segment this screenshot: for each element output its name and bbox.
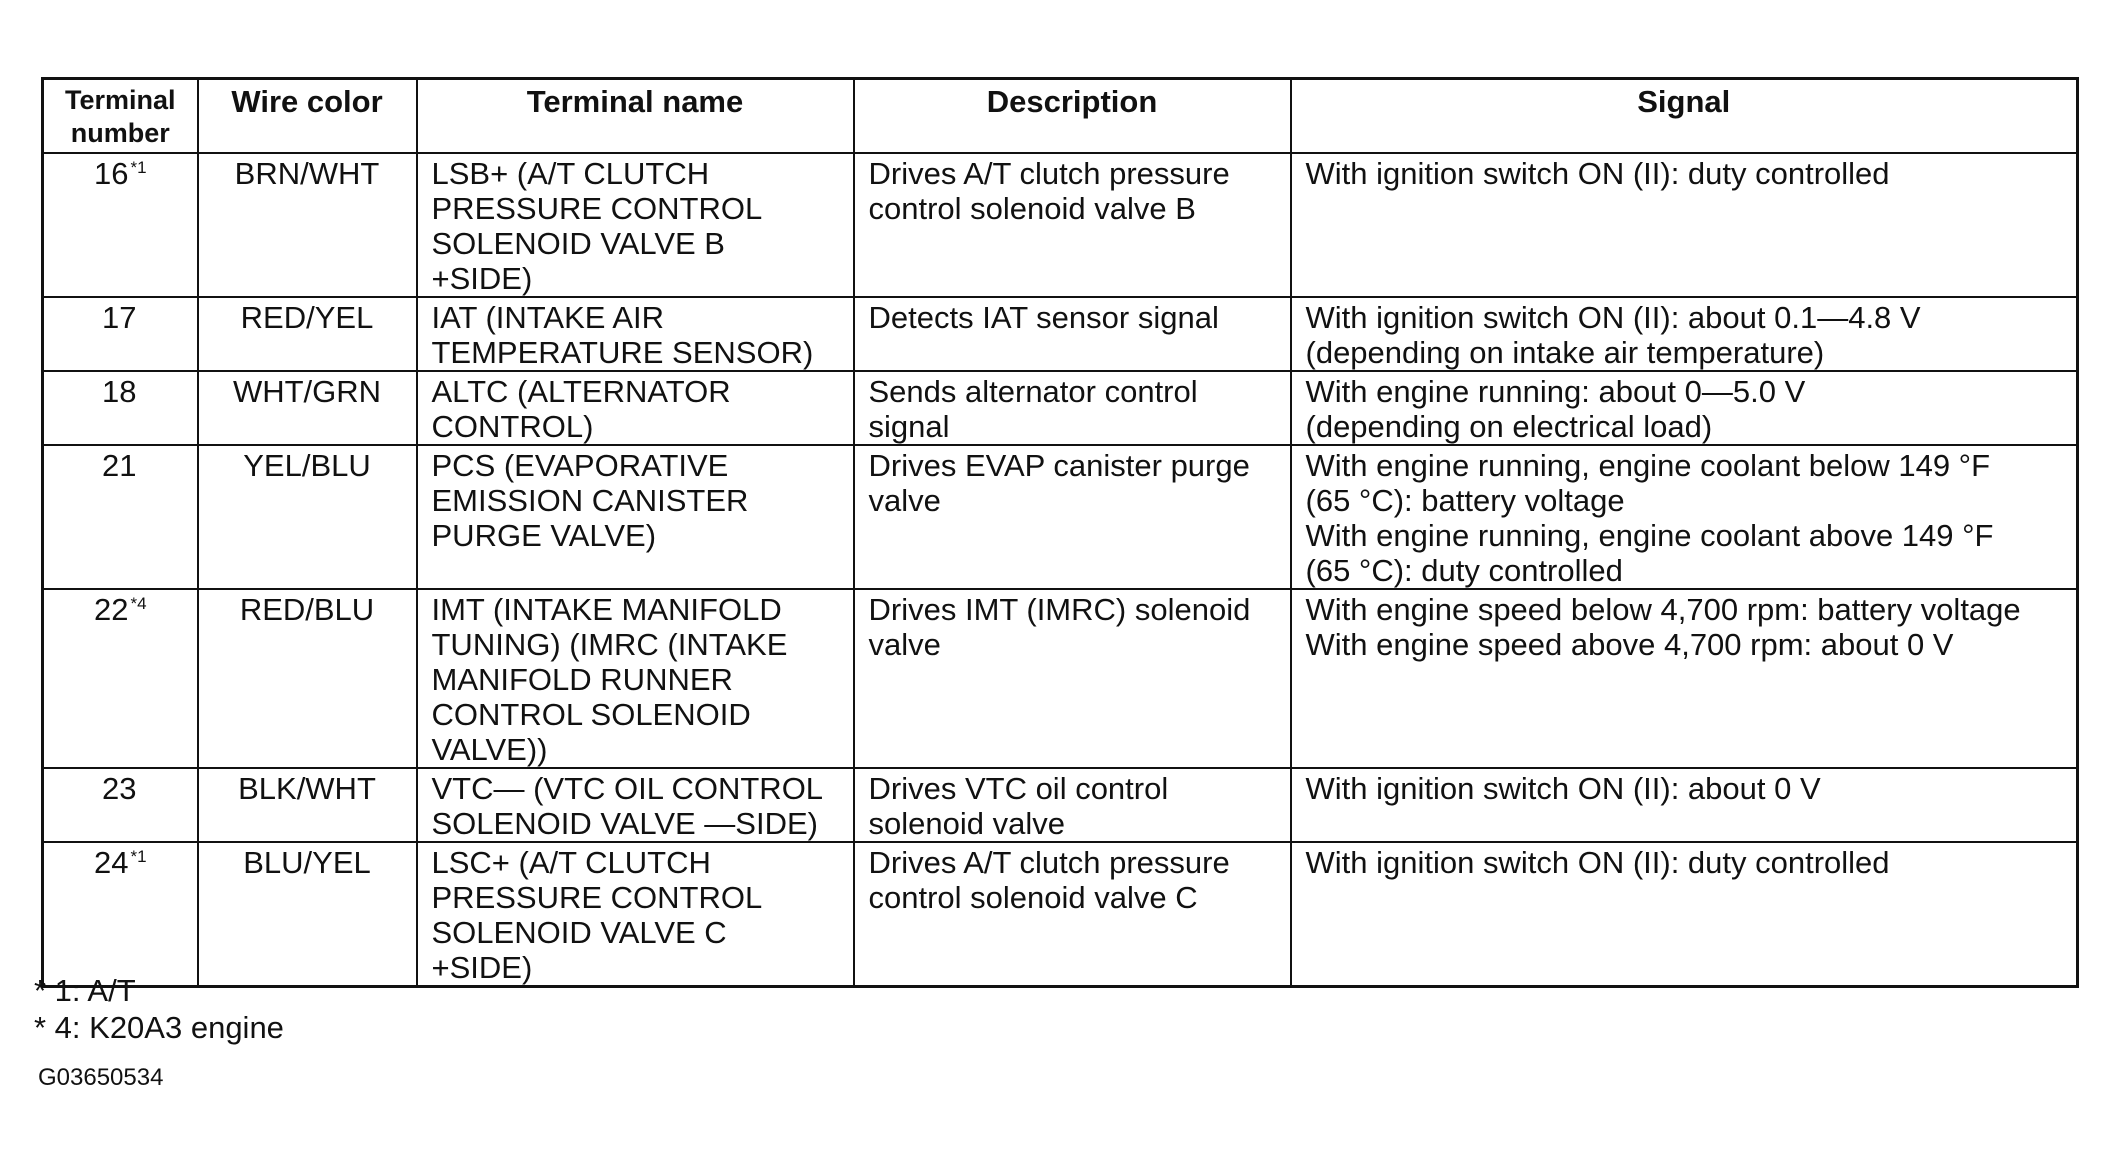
header-description: Description <box>854 79 1291 154</box>
terminal-name-cell: VTC— (VTC OIL CONTROL SOLENOID VALVE —SIDE) <box>417 768 854 842</box>
description-cell: Drives VTC oil control solenoid valve <box>854 768 1291 842</box>
terminal-name-cell: ALTC (ALTERNATOR CONTROL) <box>417 371 854 445</box>
description-cell: Sends alternator control signal <box>854 371 1291 445</box>
header-terminal-name: Terminal name <box>417 79 854 154</box>
table-row <box>43 153 2078 297</box>
figure-id: G03650534 <box>38 1064 164 1091</box>
terminal-table <box>41 77 2079 988</box>
footnote-marker: *1 <box>130 846 147 866</box>
header-terminal-number: Terminal number <box>43 79 198 154</box>
signal-cell: With ignition switch ON (II): about 0 V <box>1291 768 2078 842</box>
table-row <box>43 445 2078 589</box>
terminal-name-cell: LSB+ (A/T CLUTCH PRESSURE CONTROL SOLENOID VALVE B +SIDE) <box>417 153 854 297</box>
terminal-name-cell: PCS (EVAPORATIVE EMISSION CANISTER PURGE VALVE) <box>417 445 854 589</box>
signal-cell: With engine running, engine coolant below 149 °F (65 °C): battery voltage With engine running, engine coolant above 149 °F (65 °C): duty controlled <box>1291 445 2078 589</box>
footnote-1: * 1: A/T <box>34 973 136 1008</box>
wire-color-cell: YEL/BLU <box>198 445 417 589</box>
footnotes <box>34 972 284 1046</box>
wire-color-cell: BRN/WHT <box>198 153 417 297</box>
table-row <box>43 371 2078 445</box>
terminal-number-cell <box>43 768 198 842</box>
signal-cell: With engine running: about 0—5.0 V (depending on electrical load) <box>1291 371 2078 445</box>
terminal-number: 22 <box>93 592 129 627</box>
wire-color-cell: RED/YEL <box>198 297 417 371</box>
footnote-marker: *4 <box>130 593 147 613</box>
signal-cell: With ignition switch ON (II): about 0.1—4.8 V (depending on intake air temperature) <box>1291 297 2078 371</box>
terminal-number-cell <box>43 297 198 371</box>
wire-color-cell: RED/BLU <box>198 589 417 768</box>
description-cell: Detects IAT sensor signal <box>854 297 1291 371</box>
table-row <box>43 589 2078 768</box>
terminal-table-container <box>41 77 2076 988</box>
terminal-number-cell <box>43 445 198 589</box>
description-cell: Drives A/T clutch pressure control solenoid valve B <box>854 153 1291 297</box>
terminal-number-cell <box>43 371 198 445</box>
signal-cell: With ignition switch ON (II): duty controlled <box>1291 153 2078 297</box>
terminal-number: 21 <box>102 448 137 483</box>
terminal-name-cell: IMT (INTAKE MANIFOLD TUNING) (IMRC (INTAKE MANIFOLD RUNNER CONTROL SOLENOID VALVE)) <box>417 589 854 768</box>
terminal-number-cell <box>43 589 198 768</box>
description-cell: Drives IMT (IMRC) solenoid valve <box>854 589 1291 768</box>
terminal-number: 23 <box>102 771 137 806</box>
header-signal: Signal <box>1291 79 2078 154</box>
footnote-4: * 4: K20A3 engine <box>34 1010 284 1045</box>
terminal-number-cell <box>43 842 198 987</box>
terminal-number: 24 <box>93 845 129 880</box>
wire-color-cell: BLK/WHT <box>198 768 417 842</box>
wire-color-cell: BLU/YEL <box>198 842 417 987</box>
table-row <box>43 768 2078 842</box>
footnote-marker: *1 <box>130 157 147 177</box>
terminal-number-cell <box>43 153 198 297</box>
terminal-name-cell: LSC+ (A/T CLUTCH PRESSURE CONTROL SOLENOID VALVE C +SIDE) <box>417 842 854 987</box>
terminal-number: 17 <box>102 300 137 335</box>
table-row <box>43 842 2078 987</box>
terminal-name-cell: IAT (INTAKE AIR TEMPERATURE SENSOR) <box>417 297 854 371</box>
terminal-number: 16 <box>93 156 129 191</box>
signal-cell: With ignition switch ON (II): duty controlled <box>1291 842 2078 987</box>
signal-cell: With engine speed below 4,700 rpm: battery voltage With engine speed above 4,700 rpm: about 0 V <box>1291 589 2078 768</box>
table-row <box>43 297 2078 371</box>
header-wire-color: Wire color <box>198 79 417 154</box>
terminal-number: 18 <box>102 374 137 409</box>
description-cell: Drives EVAP canister purge valve <box>854 445 1291 589</box>
wire-color-cell: WHT/GRN <box>198 371 417 445</box>
description-cell: Drives A/T clutch pressure control solenoid valve C <box>854 842 1291 987</box>
table-header-row <box>43 79 2078 154</box>
